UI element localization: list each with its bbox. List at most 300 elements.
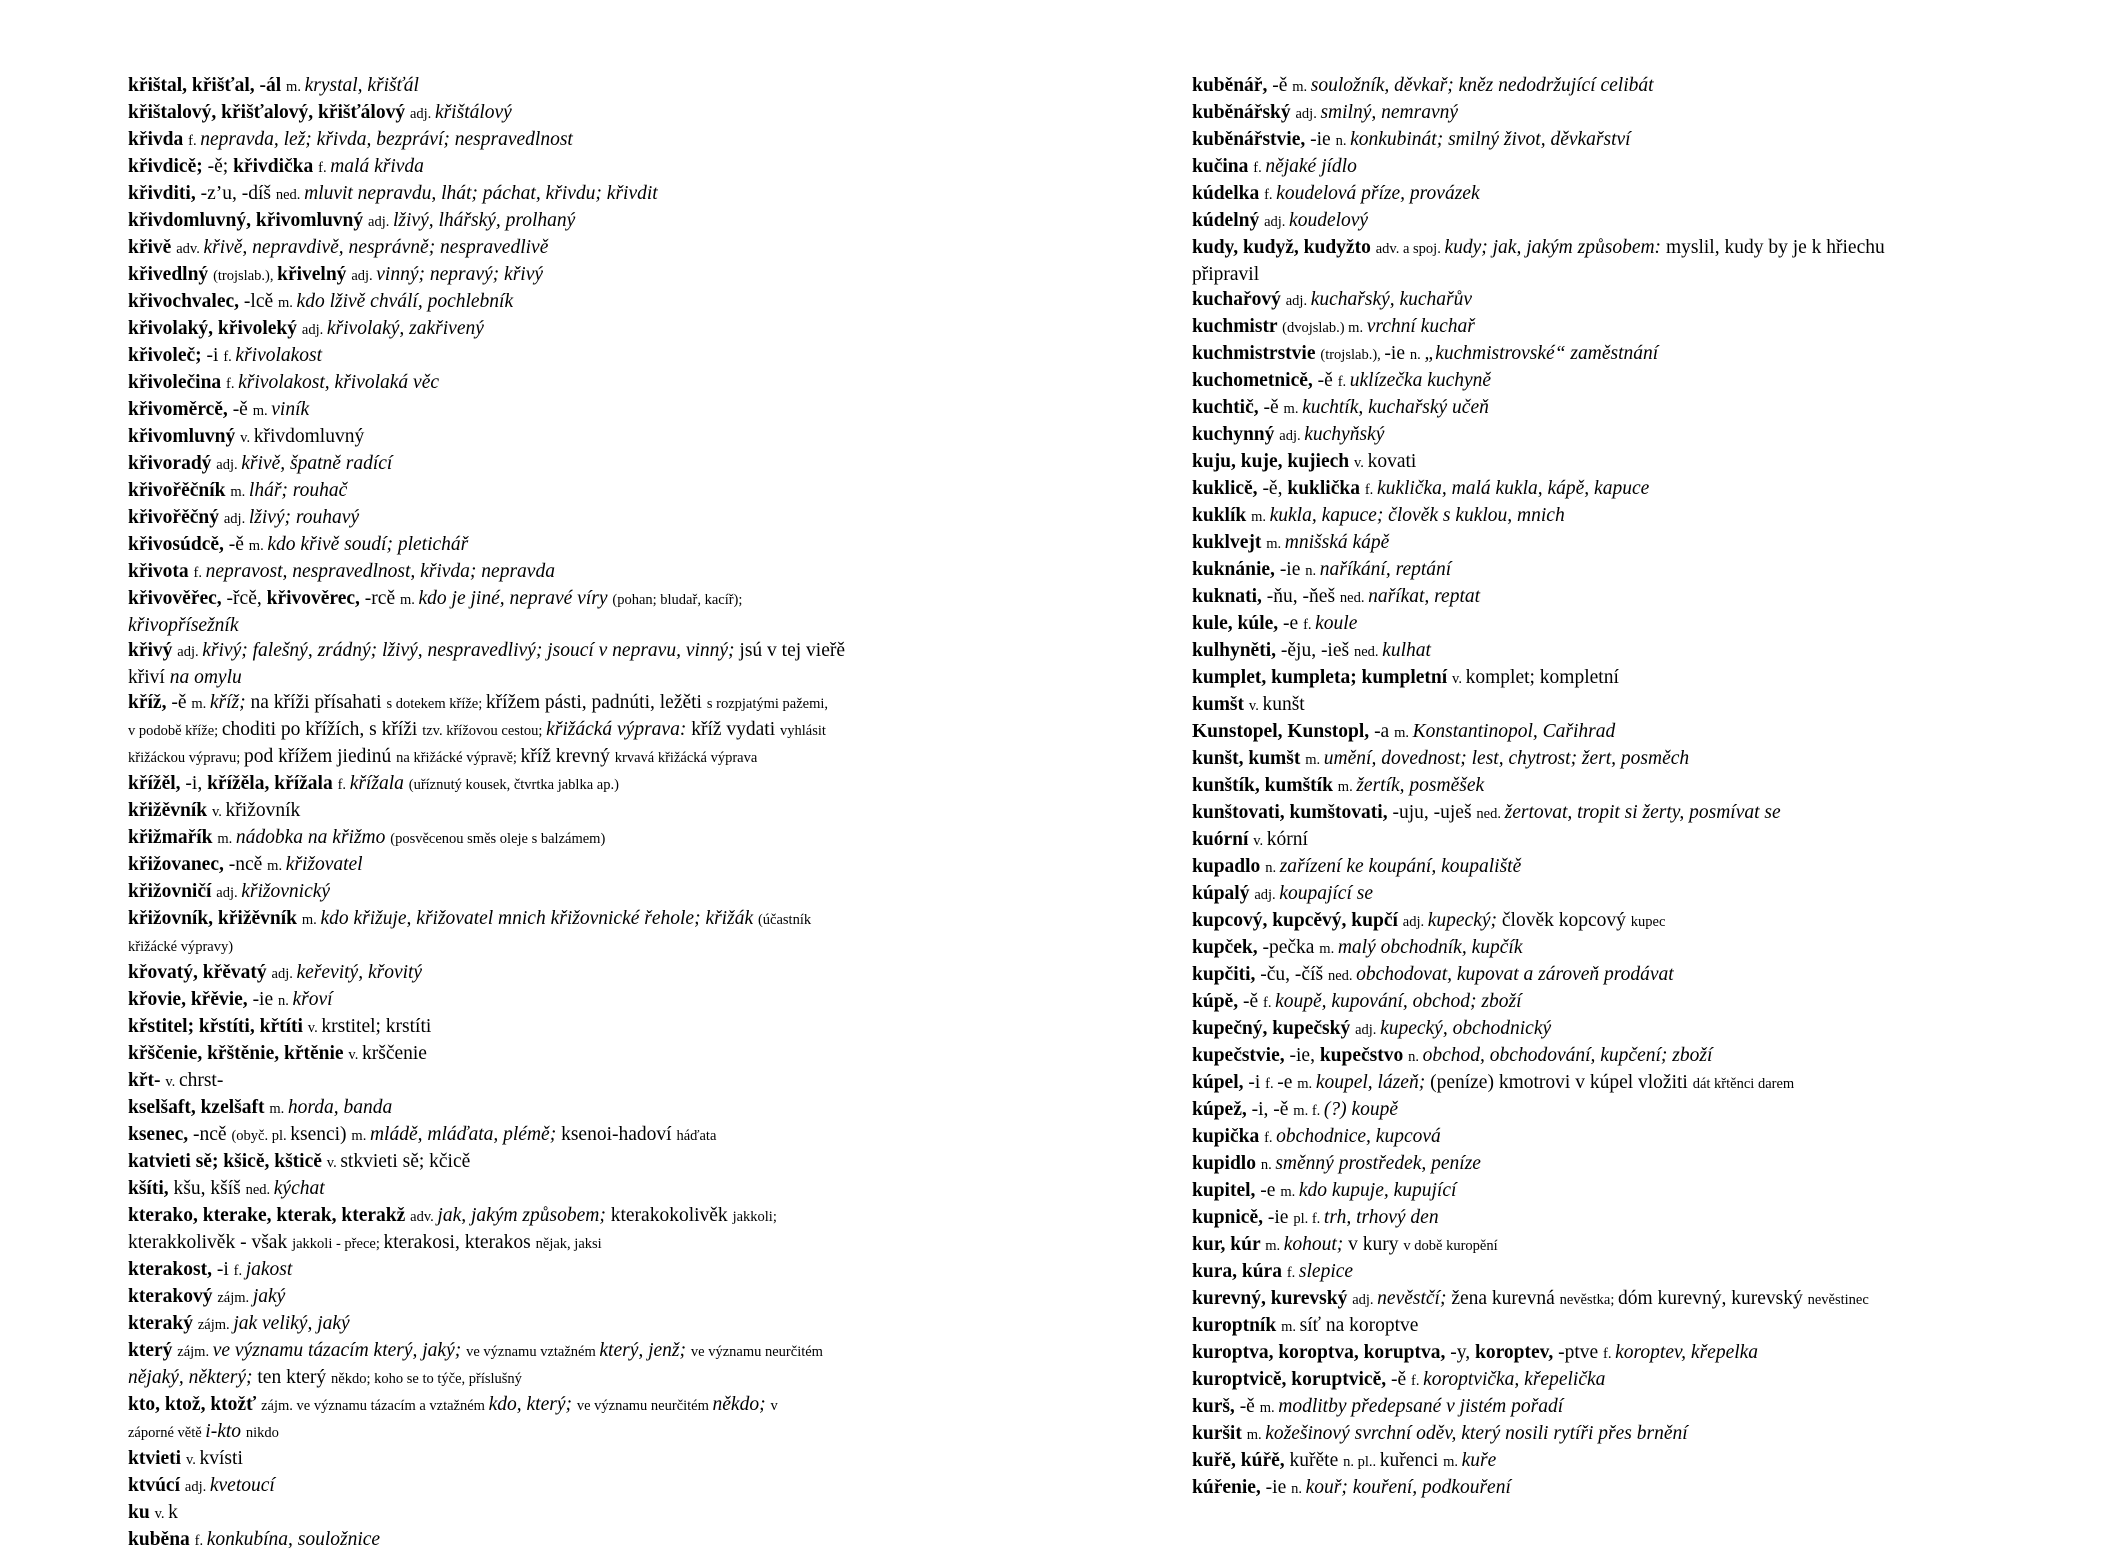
grammar-note: m.: [286, 79, 305, 95]
dictionary-entry-line: [1192, 208, 2012, 235]
grammar-note: s rozpjatými pažemi,: [706, 696, 829, 712]
headword: křovie, křěvie,: [128, 989, 253, 1010]
definition: kuchyňský: [1304, 424, 1385, 445]
dictionary-entry-line: [1192, 181, 2012, 208]
dictionary-entry-line: [1192, 1448, 2012, 1475]
dictionary-entry-line: [1192, 773, 2012, 800]
dictionary-entry-line: [128, 1095, 1128, 1122]
definition: trh, trhový den: [1323, 1207, 1439, 1228]
definition: obchodovat, kupovat a zároveň prodávat: [1356, 964, 1674, 985]
dictionary-entry-line: [1192, 287, 2012, 314]
definition: ve významu tázacím který, jaký;: [212, 1340, 467, 1361]
text: komplet; kompletní: [1465, 667, 1619, 688]
grammar-note: adj.: [184, 1479, 210, 1495]
text: -a: [1374, 721, 1395, 742]
text: kvísti: [199, 1448, 243, 1469]
definition: modlitby předepsané v jistém pořadí: [1278, 1396, 1564, 1417]
dictionary-entry-line: [128, 1122, 1128, 1149]
text: jsú v tej vieřě: [739, 640, 846, 661]
definition: jak, jakým způsobem;: [437, 1205, 611, 1226]
text: žena kurevná: [1451, 1288, 1560, 1309]
dictionary-entry-line: [1192, 127, 2012, 154]
headword: křižovničí: [128, 881, 217, 902]
dictionary-entry-line: [128, 960, 1128, 987]
definition: kýchat: [273, 1178, 325, 1199]
dictionary-entry-line: [128, 744, 1128, 771]
grammar-note: adj.: [1295, 106, 1321, 122]
dictionary-entry-line: [1192, 1259, 2012, 1286]
grammar-note: m.: [1280, 1184, 1299, 1200]
grammar-note: v.: [348, 1047, 362, 1063]
text: krstitel; krstíti: [321, 1016, 432, 1037]
definition: křivě, nepravdivě, nesprávně; nespravedlivě: [203, 237, 549, 258]
dictionary-entry-line: [1192, 800, 2012, 827]
headword: křivdicě;: [128, 156, 208, 177]
dictionary-entry-line: [1192, 989, 2012, 1016]
dictionary-entry-line: [1192, 1286, 2012, 1313]
grammar-note: m.: [1246, 1427, 1266, 1443]
headword: kurš,: [1192, 1396, 1240, 1417]
headword: křižěvník: [128, 800, 212, 821]
grammar-note: m.: [1251, 509, 1270, 525]
dictionary-entry-line: [1192, 1421, 2012, 1448]
definition: kdo lživě chválí, pochlebník: [296, 291, 514, 312]
text: -e: [1277, 1072, 1298, 1093]
headword: kur, kúr: [1192, 1234, 1266, 1255]
headword: křížěla, křížala: [207, 773, 338, 794]
text: křiví: [128, 667, 170, 688]
grammar-note: m.: [1266, 536, 1285, 552]
dictionary-entry-line: [1192, 1097, 2012, 1124]
grammar-note: zájm.: [217, 1290, 253, 1306]
headword: ksenec,: [128, 1124, 193, 1145]
dictionary-entry-line: [128, 235, 1128, 262]
headword: kuórní: [1192, 829, 1254, 850]
dictionary-entry-line: [1192, 611, 2012, 638]
dictionary-entry-line: [1192, 584, 2012, 611]
headword: křivochvalec,: [128, 291, 244, 312]
grammar-note: m.: [269, 1101, 288, 1117]
definition: kdo kupuje, kupující: [1298, 1180, 1457, 1201]
definition: kohout;: [1283, 1234, 1349, 1255]
text: kříž krevný: [520, 746, 615, 767]
headword: kselšaft, kzelšaft: [128, 1097, 270, 1118]
headword: kuběnářstvie,: [1192, 129, 1311, 150]
headword: křivelný: [277, 264, 352, 285]
headword: kšíti,: [128, 1178, 174, 1199]
text: kterakosi, kterakos: [383, 1232, 536, 1253]
text: -ie: [1384, 343, 1410, 364]
dictionary-entry-line: [1192, 1367, 2012, 1394]
grammar-note: m.: [1443, 1454, 1462, 1470]
headword: kúdelný: [1192, 210, 1265, 231]
dictionary-entry-line: [128, 879, 1128, 906]
headword: křivověřec,: [128, 588, 227, 609]
text: -ě: [232, 399, 253, 420]
text: -ě: [1317, 370, 1338, 391]
headword: kuchařový: [1192, 289, 1286, 310]
dictionary-entry-line: [128, 987, 1128, 1014]
grammar-note: pl. f.: [1293, 1211, 1324, 1227]
headword: křivosúdcě,: [128, 534, 229, 555]
headword: kterako, kterake, kterak, kterakž: [128, 1205, 411, 1226]
grammar-note: m.: [1305, 752, 1324, 768]
headword: kterakost,: [128, 1259, 217, 1280]
text: -ě: [1263, 397, 1284, 418]
grammar-note: n.: [278, 993, 293, 1009]
definition: vinný; nepravý; křivý: [376, 264, 544, 285]
headword: který: [128, 1340, 178, 1361]
definition: nějaké jídlo: [1265, 156, 1357, 177]
definition: lživý; rouhavý: [248, 507, 360, 528]
dictionary-entry-line: [128, 505, 1128, 532]
headword: koroptev,: [1475, 1342, 1559, 1363]
dictionary-entry-line: [1192, 449, 2012, 476]
definition: kdo je jiné, nepravé víry: [418, 588, 613, 609]
headword: kuroptva, koroptva, koruptva,: [1192, 1342, 1451, 1363]
definition: obchodnice, kupcová: [1276, 1126, 1441, 1147]
headword: kupidlo: [1192, 1153, 1261, 1174]
headword: kupečný, kupečský: [1192, 1018, 1356, 1039]
text: -ě: [228, 534, 249, 555]
text: -i: [206, 345, 224, 366]
grammar-note: adj.: [271, 966, 297, 982]
dictionary-entry-line: [1192, 368, 2012, 395]
definition: kdo křižuje, křižovatel mnich křižovnické řehole; křižák: [320, 908, 758, 929]
definition: krystal, křišťál: [304, 75, 419, 96]
definition: horda, banda: [287, 1097, 393, 1118]
headword: kuklvejt: [1192, 532, 1267, 553]
grammar-note: f.: [1603, 1346, 1616, 1362]
grammar-note: m.: [1394, 725, 1413, 741]
text: -ncě: [193, 1124, 232, 1145]
headword: křivoleč;: [128, 345, 207, 366]
grammar-note: na křižácké výpravě;: [396, 750, 521, 766]
dictionary-entry-line: [1192, 908, 2012, 935]
text: -z’u, -díš: [200, 183, 276, 204]
definition: nádobka na křižmo: [235, 827, 391, 848]
dictionary-entry-line: [128, 262, 1128, 289]
grammar-note: ned.: [1327, 968, 1357, 984]
text: síť na koroptve: [1299, 1315, 1419, 1336]
definition: kupecký, obchodnický: [1380, 1018, 1552, 1039]
definition: kdo křivě soudí; pletichář: [267, 534, 469, 555]
grammar-note: adv.: [410, 1209, 438, 1225]
headword: kuchmistr: [1192, 316, 1283, 337]
headword: kuroptvicě, koruptvicě,: [1192, 1369, 1391, 1390]
definition: slepice: [1298, 1261, 1354, 1282]
grammar-note: ve významu neurčitém: [690, 1344, 823, 1360]
grammar-note: nevěstinec: [1807, 1292, 1869, 1308]
definition: nějaký, některý;: [128, 1367, 258, 1388]
headword: kříž,: [128, 692, 172, 713]
dictionary-entry-line: [128, 613, 1128, 638]
text: dóm kurevný, kurevský: [1618, 1288, 1808, 1309]
grammar-note: s dotekem kříže;: [386, 696, 486, 712]
grammar-note: m.: [1265, 1238, 1284, 1254]
grammar-note: adj.: [301, 322, 327, 338]
grammar-note: ned.: [245, 1182, 274, 1198]
text: (peníze) kmotrovi v kúpel vložiti: [1430, 1072, 1693, 1093]
grammar-note: adj.: [1402, 914, 1428, 930]
definition: smilný, nemravný: [1320, 102, 1459, 123]
definition: kupecký;: [1427, 910, 1502, 931]
dictionary-entry-line: [1192, 395, 2012, 422]
grammar-note: m.: [252, 403, 272, 419]
dictionary-entry-line: [1192, 235, 2012, 262]
grammar-note: ve významu neurčitém: [576, 1398, 713, 1414]
dictionary-entry-line: [1192, 341, 2012, 368]
text: -i,: [185, 773, 208, 794]
grammar-note: v.: [154, 1506, 169, 1522]
headword: kura, kúra: [1192, 1261, 1287, 1282]
text: -ě: [1242, 991, 1263, 1012]
grammar-note: v.: [211, 804, 226, 820]
grammar-note: křižáckou výpravu;: [128, 750, 244, 766]
grammar-note: zájm.: [197, 1317, 234, 1333]
text: kterakokolivěk: [610, 1205, 733, 1226]
definition: koupel, lázeň;: [1315, 1072, 1431, 1093]
headword: kuknati,: [1192, 586, 1267, 607]
text: na kříži přísahati: [250, 692, 387, 713]
dictionary-entry-line: [128, 771, 1128, 798]
grammar-note: v.: [165, 1074, 179, 1090]
dictionary-entry-line: [128, 289, 1128, 316]
grammar-note: m.: [1297, 1076, 1316, 1092]
definition: Konstantinopol, Cařihrad: [1412, 721, 1616, 742]
grammar-note: (posvěcenou směs oleje s balzámem): [390, 831, 606, 847]
dictionary-entry-line: [128, 1527, 1128, 1554]
definition: zařízení ke koupání, koupaliště: [1279, 856, 1522, 877]
left-column: [128, 73, 1128, 1554]
grammar-note: m.: [1283, 401, 1303, 417]
headword: kuknánie,: [1192, 559, 1280, 580]
definition: lživý, lhářský, prolhaný: [392, 210, 576, 231]
definition: kuklička, malá kukla, kápě, kapuce: [1376, 478, 1650, 499]
dictionary-entry-line: [128, 370, 1128, 397]
headword: kumšt: [1192, 694, 1249, 715]
definition: jakost: [245, 1259, 293, 1280]
grammar-note: nevěstka;: [1559, 1292, 1619, 1308]
grammar-note: f.: [1286, 1265, 1299, 1281]
headword: kuju, kuje, kujiech: [1192, 451, 1354, 472]
grammar-note: f.: [1364, 482, 1377, 498]
grammar-note: m.: [1259, 1400, 1279, 1416]
headword: kto, ktož, ktožť: [128, 1394, 262, 1415]
definition: mluvit nepravdu, lhát; páchat, křivdu; křivdit: [304, 183, 658, 204]
grammar-note: m.: [301, 912, 321, 928]
definition: kdo, který;: [488, 1394, 577, 1415]
headword: křižovanec,: [128, 854, 229, 875]
grammar-note: m.: [267, 858, 286, 874]
headword: kúpě,: [1192, 991, 1243, 1012]
dictionary-entry-line: [1192, 692, 2012, 719]
grammar-note: dát křtěnci darem: [1692, 1076, 1795, 1092]
headword: křištal, křišťal, -ál: [128, 75, 287, 96]
headword: kupitel,: [1192, 1180, 1261, 1201]
dictionary-entry-line: [128, 1014, 1128, 1041]
text: -ě: [171, 692, 192, 713]
dictionary-entry-line: [128, 316, 1128, 343]
text: -ie,: [1289, 1045, 1320, 1066]
grammar-note: adj.: [368, 214, 393, 230]
grammar-note: m.: [351, 1128, 370, 1144]
grammar-note: v.: [1354, 455, 1368, 471]
definition: někdo;: [712, 1394, 771, 1415]
dictionary-entry-line: [1192, 1475, 2012, 1502]
text: -i, -ě: [1251, 1099, 1294, 1120]
definition: malý obchodník, kupčík: [1337, 937, 1523, 958]
grammar-note: m.: [1337, 779, 1357, 795]
definition: křižovatel: [285, 854, 363, 875]
headword: kuklicě,: [1192, 478, 1263, 499]
grammar-note: v: [770, 1398, 778, 1414]
headword: kupček,: [1192, 937, 1263, 958]
grammar-note: ned.: [1339, 590, 1369, 606]
headword: kupnicě,: [1192, 1207, 1268, 1228]
grammar-note: ned.: [1476, 806, 1505, 822]
definition: křivolaký, zakřivený: [326, 318, 484, 339]
text: chrst-: [178, 1070, 224, 1091]
definition: obchod, obchodování, kupčení; zboží: [1422, 1045, 1713, 1066]
definition: křivě, špatně radící: [241, 453, 393, 474]
dictionary-entry-line: [128, 451, 1128, 478]
dictionary-entry-line: [1192, 1070, 2012, 1097]
definition: naříkání, reptání: [1319, 559, 1452, 580]
grammar-note: v.: [240, 430, 254, 446]
grammar-note: m.: [399, 592, 419, 608]
grammar-note: v.: [1248, 698, 1263, 714]
grammar-note: f.: [1264, 187, 1277, 203]
text: -rcě: [364, 588, 400, 609]
definition: kuchařský, kuchařův: [1310, 289, 1473, 310]
headword: kuklík: [1192, 505, 1252, 526]
dictionary-entry-line: [128, 73, 1128, 100]
text: -lcě: [243, 291, 279, 312]
definition: křivý; falešný, zrádný; lživý, nespravedlivý; jsoucí v nepravu, vinný;: [202, 640, 740, 661]
definition: křivopřísežník: [128, 615, 239, 636]
grammar-note: f.: [223, 349, 236, 365]
headword: kteraký: [128, 1313, 198, 1334]
grammar-note: nějak, jaksi: [535, 1236, 602, 1252]
text: kšu, kšíš: [173, 1178, 246, 1199]
grammar-note: (obyč. pl.: [231, 1128, 291, 1144]
definition: koudelová příze, provázek: [1276, 183, 1480, 204]
text: -ptve: [1558, 1342, 1604, 1363]
definition: konkubína, souložnice: [206, 1529, 381, 1550]
text: -ču, -číš: [1260, 964, 1328, 985]
headword: kunštovati, kumštovati,: [1192, 802, 1393, 823]
definition: křižácká výprava:: [546, 719, 692, 740]
dictionary-entry-line: [128, 181, 1128, 208]
text: kovati: [1367, 451, 1417, 472]
text: -ěju, -ieš: [1280, 640, 1354, 661]
dictionary-entry-line: [128, 559, 1128, 586]
grammar-note: adj.: [1254, 887, 1280, 903]
grammar-note: m.: [1348, 320, 1367, 336]
grammar-note: m.: [278, 295, 297, 311]
dictionary-entry-line: [128, 1365, 1128, 1392]
dictionary-entry-line: [128, 1311, 1128, 1338]
dictionary-entry-line: [128, 1392, 1128, 1419]
grammar-note: jakkoli;: [732, 1209, 777, 1225]
text: -ě: [1239, 1396, 1260, 1417]
definition: jak veliký, jaký: [233, 1313, 350, 1334]
definition: mnišská kápě: [1284, 532, 1390, 553]
definition: (?) koupě: [1323, 1099, 1399, 1120]
definition: koroptvička, křepelička: [1423, 1369, 1606, 1390]
grammar-note: adj.: [409, 106, 435, 122]
grammar-note: zájm. ve významu tázacím a vztažném: [261, 1398, 489, 1414]
text: křižovník: [225, 800, 301, 821]
grammar-note: m.: [230, 484, 249, 500]
headword: kunštík, kumštík: [1192, 775, 1338, 796]
grammar-note: křižácké výpravy): [128, 939, 234, 955]
headword: křščenie, křštěnie, křtěnie: [128, 1043, 349, 1064]
definition: nepravost, nespravedlnost, křivda; nepravda: [205, 561, 555, 582]
text: kunšt: [1262, 694, 1305, 715]
grammar-note: krvavá křižácká výprava: [614, 750, 758, 766]
definition: i-kto: [205, 1421, 246, 1442]
dictionary-entry-line: [128, 1284, 1128, 1311]
headword: křížěl,: [128, 773, 186, 794]
text: kórní: [1266, 829, 1308, 850]
headword: kupečstvie,: [1192, 1045, 1290, 1066]
grammar-note: v.: [307, 1020, 322, 1036]
grammar-note: adj.: [1352, 1292, 1378, 1308]
headword: kučina: [1192, 156, 1254, 177]
text: -ě;: [207, 156, 234, 177]
headword: křižovník, křižěvník: [128, 908, 302, 929]
grammar-note: zájm.: [177, 1344, 213, 1360]
grammar-note: m.: [217, 831, 236, 847]
headword: kupička: [1192, 1126, 1265, 1147]
dictionary-entry-line: [1192, 638, 2012, 665]
definition: naříkat, reptat: [1368, 586, 1481, 607]
dictionary-entry-line: [128, 127, 1128, 154]
definition: kouř; kouření, podkouření: [1305, 1477, 1511, 1498]
grammar-note: adv. a spoj.: [1375, 241, 1445, 257]
dictionary-entry-line: [128, 1473, 1128, 1500]
dictionary-entry-line: [1192, 719, 2012, 746]
dictionary-entry-line: [1192, 827, 2012, 854]
dictionary-entry-line: [1192, 154, 2012, 181]
dictionary-entry-line: [128, 397, 1128, 424]
grammar-note: adj.: [216, 457, 242, 473]
dictionary-entry-line: [128, 665, 1128, 690]
definition: křištálový: [434, 102, 512, 123]
definition: kožešinový svrchní oděv, který nosili rytíři přes brnění: [1265, 1423, 1688, 1444]
definition: viník: [271, 399, 310, 420]
grammar-note: v podobě kříže;: [128, 723, 222, 739]
dictionary-entry-line: [1192, 1124, 2012, 1151]
dictionary-entry-line: [1192, 665, 2012, 692]
dictionary-entry-line: [128, 906, 1128, 933]
definition: umění, dovednost; lest, chytrost; žert, posměch: [1323, 748, 1690, 769]
dictionary-entry-line: [128, 208, 1128, 235]
definition: kuchtík, kuchařský učeň: [1302, 397, 1489, 418]
dictionary-entry-line: [1192, 935, 2012, 962]
grammar-note: m.: [248, 538, 268, 554]
dictionary-entry-line: [1192, 746, 2012, 773]
headword: ku: [128, 1502, 155, 1523]
grammar-note: adj.: [351, 268, 377, 284]
dictionary-entry-line: [1192, 557, 2012, 584]
dictionary-entry-line: [128, 825, 1128, 852]
grammar-note: kupec: [1630, 914, 1666, 930]
dictionary-entry-line: [128, 586, 1128, 613]
text: -ie: [1279, 559, 1306, 580]
